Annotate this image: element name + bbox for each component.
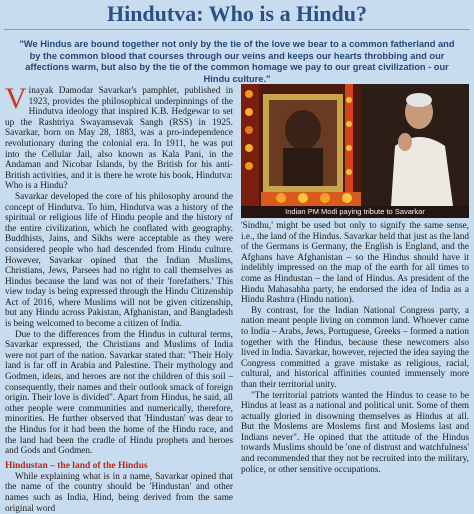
title-rest: Who is a Hindu?	[203, 1, 368, 26]
right-column	[241, 221, 469, 475]
right-paragraph-3: "The territorial patriots wanted the Hindus to cease to be Hindus at least as a national and political unit. Some of them actually gloried in disowning themselves as Hindus at all. But the Moslems are Moslems first and Moslems last and Indians never". He opined that the attitude of the Hindus towards Muslims should be 'one of distrust and watchfulness' and recommended that they not be recruited into the military, police, or other sensitive occupations.	[241, 390, 469, 475]
photo-icon	[241, 84, 469, 218]
pull-quote: "We Hindus are bound together not only by the tie of the love we bear to a common fatherland and by the common blood that courses through our veins and keeps our hearts throbbing and our affections warm, but also by the tie of the common homage we pay to our great civilization - our Hindu culture."	[19, 39, 455, 84]
left-paragraph-3: Due to the differences from the Hindus in cultural terms, Savarkar expressed, the Christians and Muslims of India were not part of the nation. Savarkar stated that: "Their Holy land is far off in Arabia and Palestine. Their mythology and Godmen, ideas, and heroes are not the children of this soil – consequently, their names and their outlook smack of foreign origin. Their love is divided". Apart from Hindus, he said, all other people were communities and numerically, therefore, minorities. He further observed that 'Hindustan' was dear to the Hindus for it had been the home of the Hindu race, and the land had been the cradle of Hindu prophets and heroes and Gods and Godmen.	[5, 329, 233, 457]
drop-cap: V	[5, 82, 27, 115]
left-paragraph-2: Savarkar developed the core of his philosophy around the concept of Hindutva. To him, Hindutva was a history of the spiritual or religious life of Hindu people and the history of the entire civilization, which he conflated with geography. Buddhists, Jains, and Sikhs were acceptable as they were considered people who had descended from Hindu culture. However, Savarkar opined that the Indian Muslims, Christians, Jews, Parsees had no right to call themselves as Hindus because the land was not of their 'forefathers.' This view today is being expressed through the Hindu Citizenship Act of 2016, where Muslims will not be given citizenship, but any Hindu across Pakistan, Afghanistan, and Bangladesh is being welcomed to become a citizen of India.	[5, 191, 233, 330]
left-paragraph-1-text: inayak Damodar Savarkar's pamphlet, published in 1923, provides the philosophical underpinnings of the Hindutva ideology that inspired K.B. Hedgewar to set up the Rashtriya Swayamsevak Sangh (RSS) in 1925. Savarkar, born on May 28, 1883, was a pro-independence revolutionary during the colonial era. In 1911, he was put into the Cellular Jail, also known as Kala Pani, in the Andaman and Nicobar Islands, by the British for his anti-British activities, and it is there he wrote his book, Hindutva: Who is a Hindu?	[5, 86, 233, 192]
left-column	[5, 82, 233, 514]
tribute-photo	[241, 84, 469, 218]
section-subheading: Hindustan – the land of the Hindus	[5, 460, 148, 471]
title-prefix: Hindutva:	[106, 1, 204, 26]
left-paragraph-4: While explaining what is in a name, Savarkar opined that the name of the country should be 'Hindustan' and other names such as India, Hind, being derived from the same original word	[5, 471, 233, 514]
left-paragraph-1	[5, 82, 233, 192]
photo-caption: Indian PM Modi paying tribute to Savarkar	[241, 206, 469, 218]
right-paragraph-1: 'Sindhu,' might be used but only to signify the same sense, i.e., the land of the Hindus. Savarkar held that just as the land of the Germans is Germany, the English is England, and the Afghans have Afghanistan – so the Hindus should have it indelibly impressed on the map of the earth for all times to come as Hindustan – the land of Hindus. As president of the Hindu Mahasabha party, he endorsed the idea of India as a Hindu Rashtra (Hindu nation).	[241, 221, 469, 306]
page-title	[0, 2, 474, 26]
title-divider	[4, 29, 470, 30]
right-paragraph-2: By contrast, for the Indian National Congress party, a nation meant people living on common land. Whoever came to India – Arabs, Jews, Portuguese, Greeks – formed a nation together with the Hindus, because these newcomers also lived in India. Savarkar, however, rejected the idea saying the Congress committed a grave mistake as religious, racial, cultural, and historical affinities counted immensely more than their territorial unity.	[241, 305, 469, 390]
